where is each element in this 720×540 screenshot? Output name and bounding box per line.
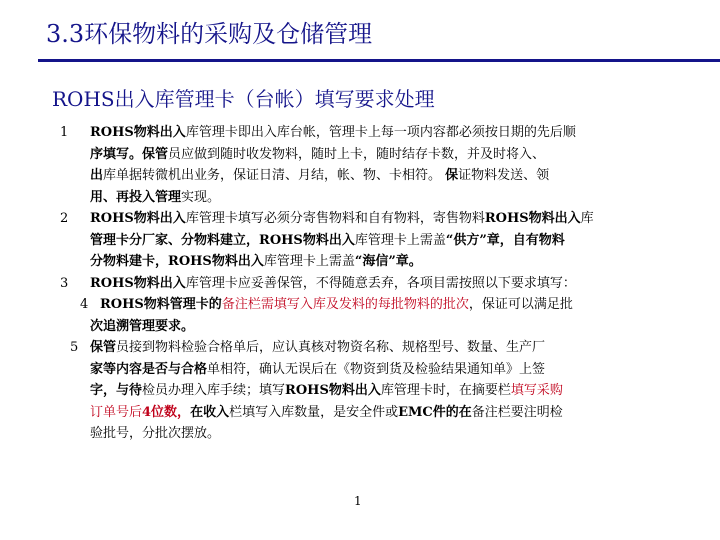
text-segment: 分物料建卡，	[90, 254, 169, 269]
text-segment: “海信”章。	[354, 254, 422, 269]
text-segment: 序填写。保管	[90, 146, 169, 162]
list-item	[60, 337, 700, 445]
text-segment: “供方”章，自有物料	[445, 232, 565, 248]
text-segment: 库管理卡时，在摘要栏	[380, 383, 511, 398]
text-segment: 4位数，	[142, 404, 191, 420]
text-segment: 出	[90, 168, 104, 183]
text-segment: 单相符，确认无误后在《物资到货及检验结果通知单》上签	[207, 361, 546, 377]
text-segment: 栏填写入库数量，是安全件或	[229, 404, 399, 420]
text-segment: ROHS物料出入	[285, 383, 381, 398]
text-segment: 员应做到随时收发物料，随时上卡，随时结存卡数，并及时将入、	[168, 146, 546, 162]
text-segment: 次追溯管理要求。	[90, 318, 195, 334]
text-segment: 保	[445, 168, 459, 183]
item-number: 2	[60, 211, 69, 226]
text-segment: 字，与待	[90, 383, 143, 398]
section-subtitle: ROHS出入库管理卡（台帐）填写要求处理	[52, 87, 435, 111]
text-segment: 备注栏需填写入库及发料的每批物料的批次	[221, 297, 469, 312]
text-segment: 验批号，分批次摆放。	[90, 426, 221, 441]
text-segment: 检员办理入库手续；填写	[142, 383, 286, 398]
text-segment: ROHS物料出入	[259, 232, 355, 248]
text-segment: ROHS物料出入	[484, 211, 581, 226]
item-number: 4	[80, 297, 89, 312]
text-segment: ROHS物料出入	[90, 125, 186, 140]
text-segment: 库管理卡上需盖	[354, 232, 446, 248]
text-segment: 证物料发送、领	[458, 168, 550, 183]
text-segment: 库单据转微机出业务，保证日清、月结，帐、物、卡相符。	[103, 168, 446, 183]
text-segment: EMC件的在	[398, 404, 472, 420]
list-item	[60, 208, 700, 273]
title-divider	[38, 59, 720, 62]
text-segment: 库管理卡即出入库台帐，管理卡上每一项内容都必须按日期的先后顺	[185, 125, 576, 140]
text-segment: 员接到物料检验合格单后，应认真核对物资名称、规格型号、数量、生产厂	[116, 340, 546, 355]
list-item	[60, 122, 700, 208]
text-segment: 库	[580, 211, 594, 226]
text-segment: ROHS物料出入	[90, 275, 186, 291]
text-segment: 库管理卡应妥善保管，不得随意丢弃，各项目需按照以下要求填写：	[185, 275, 576, 291]
list-item	[60, 294, 700, 337]
item-number: 5	[70, 340, 79, 355]
item-number: 3	[60, 275, 69, 291]
text-segment: ROHS物料出入	[168, 254, 264, 269]
text-segment: 库管理卡填写必须分寄售物料和自有物料，寄售物料	[185, 211, 485, 226]
text-segment: 填写采购	[510, 383, 563, 398]
requirements-list	[60, 122, 700, 445]
text-segment: 实现。	[181, 189, 221, 205]
text-segment: 家等内容是否与合格	[90, 361, 208, 377]
text-segment: 备注栏要注明检	[471, 404, 563, 420]
slide-title: 3.3环保物料的采购及仓储管理	[46, 20, 373, 48]
text-segment: 库管理卡上需盖	[263, 254, 355, 269]
text-segment: 保管	[90, 340, 117, 355]
text-segment: 管理卡分厂家、分物料建立，	[90, 232, 260, 248]
text-segment: ROHS物料管理卡的	[100, 297, 222, 312]
text-segment: 用、再投入管理	[90, 189, 182, 205]
text-segment: 订单号后	[90, 404, 143, 420]
list-item	[60, 273, 700, 295]
page-number: 1	[354, 494, 362, 508]
item-number: 1	[60, 125, 69, 140]
text-segment: ROHS物料出入	[90, 211, 186, 226]
text-segment: ，保证可以满足批	[468, 297, 573, 312]
text-segment: 在收入	[190, 404, 230, 420]
